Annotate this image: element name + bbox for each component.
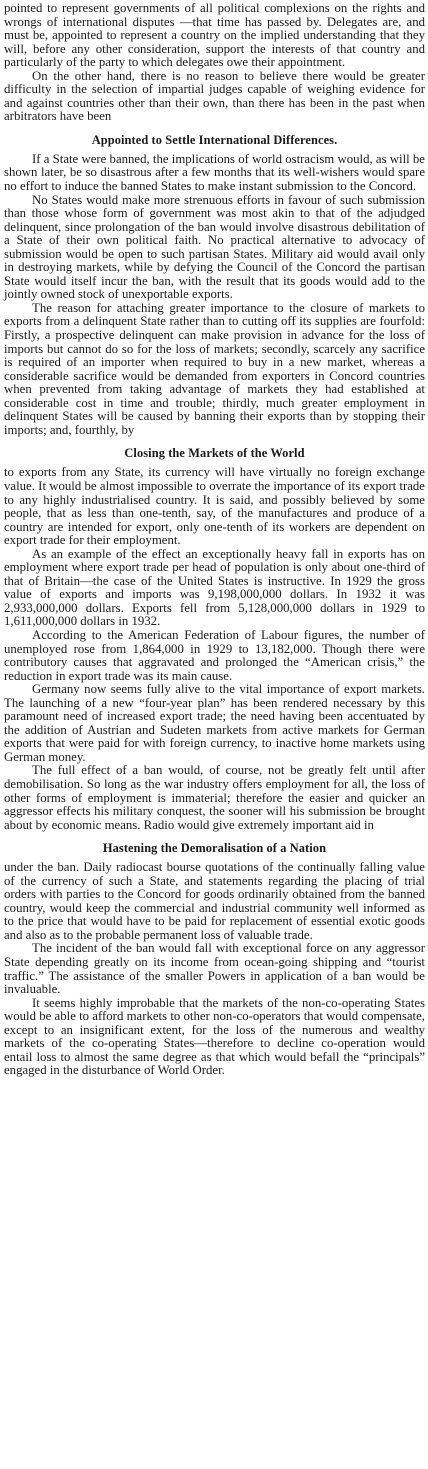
paragraph: According to the American Federation of Labour figures, the number of unemployed rose from 1,864,000 in 1929 to 13,182,000. Though there were contributory causes that aggravated and prolonged the “American crisis,” the reduction in export trade was its main cause. bbox=[4, 627, 425, 683]
paragraph: The incident of the ban would fall with exceptional force on any aggressor State depending greatly on its income from ocean-going shipping and “tourist traffic.” The assistance of the smaller Powers in application of a ban would be invaluable. bbox=[4, 941, 425, 997]
section-heading: Closing the Markets of the World bbox=[124, 446, 305, 461]
paragraph: On the other hand, there is no reason to believe there would be greater difficulty in the selection of impartial judges capable of weighing evidence for and against countries other than their own, than there has been in the past when arbitrators have been bbox=[4, 68, 425, 124]
paragraph: pointed to represent governments of all political complexions on the rights and wrongs of international disputes —that time has passed by. Delegates are, and must be, appointed to represent a country on the implied understanding that they will, before any other consideration, support the interests of that country and particularly of the party to which delegates owe their appointment. bbox=[4, 1, 425, 70]
paragraph: It seems highly improbable that the markets of the non-co-operating States would be able to afford markets to other non-co-operators that would compensate, except to an insignificant extent, for the loss of the numerous and wealthy markets of the co-operating States—therefore to decline co-operation would entail loss to almost the same degree as that which would befall the “principals” engaged in the disturbance of World Order. bbox=[4, 995, 425, 1078]
section-heading: Appointed to Settle International Differences. bbox=[91, 132, 338, 147]
paragraph: Germany now seems fully alive to the vital importance of export markets. The launching of a new “four-year plan” has been rendered necessary by this paramount need of increased export trade; the need having been accentuated by the addition of Austrian and Sudeten markets from active markets for German exports that were paid for with foreign currency, to inactive home markets using German money. bbox=[4, 682, 425, 764]
paragraph: If a State were banned, the implications of world ostracism would, as will be shown later, be so disastrous after a few months that its well-wishers would spare no effort to induce the banned States to make instant submission to the Concord. bbox=[4, 151, 425, 194]
paragraph: to exports from any State, its currency will have virtually no foreign exchange value. It would be almost impossible to overrate the importance of its export trade to any highly industrialised country. It is said, and possibly believed by some people, that as less than one-tenth, say, of the manufactures and produce of a country are intended for export, only one-tenth of its workers are dependent on export trade for their employment. bbox=[4, 465, 425, 548]
paragraph: The full effect of a ban would, of course, not be greatly felt until after demobilisation. So long as the war industry offers employment for all, the loss of other forms of employment is immaterial; therefore the easier and quicker an aggressor effects his military conquest, the sooner will his submission be brought about by economic means. Radio would give extremely important aid in bbox=[4, 763, 425, 832]
section-heading: Hastening the Demoralisation of a Nation bbox=[102, 841, 327, 856]
paragraph: under the ban. Daily radiocast bourse quotations of the continually falling value of the currency of such a State, and statements regarding the placing of trial orders with parties to the Concord for goods ordinarily obtained from the banned country, would keep the commercial and industrial community well informed as to the price that would have to be paid for replacement of essential exotic goods and also as to the probable permanent loss of valuable trade. bbox=[4, 860, 425, 942]
paragraph: As an example of the effect an exceptionally heavy fall in exports has on employment where export trade per head of population is only about one-third of that of Britain—the case of the United States is instructive. In 1929 the gross value of exports and imports was 9,198,000,000 dollars. In 1932 it was 2,933,000,000 dollars. Exports fell from 5,128,000,000 dollars in 1929 to 1,611,000,000 dollars in 1932. bbox=[4, 546, 425, 629]
paragraph: No States would make more strenuous efforts in favour of such submission than those whose form of government was most akin to that of the adjudged delinquent, since prolongation of the ban would involve disastrous debilitation of a State of their own political faith. No practical alternative to advocacy of submission would be open to such partisan States. Military aid would avail only in destroying markets, while by defying the Council of the Concord the partisan State would itself incur the ban, with the result that its goods would add to the jointly owned stock of unexportable exports. bbox=[4, 192, 425, 302]
paragraph: The reason for attaching greater importance to the closure of markets to exports from a delinquent State rather than to cutting off its supplies are fourfold: Firstly, a prospective delinquent can make provision in advance for the loss of imports but cannot do so for the loss of markets; secondly, scarcely any sacrifice is required of an importer when required to buy in a new market, whereas a considerable sacrifice would be demanded from exporters in Concord countries when prevented from taking advantage of markets they had established at considerable cost in time and trouble; thirdly, much greater employment in delinquent States will be caused by banning their exports than by stopping their imports; and, fourthly, by bbox=[4, 300, 425, 437]
